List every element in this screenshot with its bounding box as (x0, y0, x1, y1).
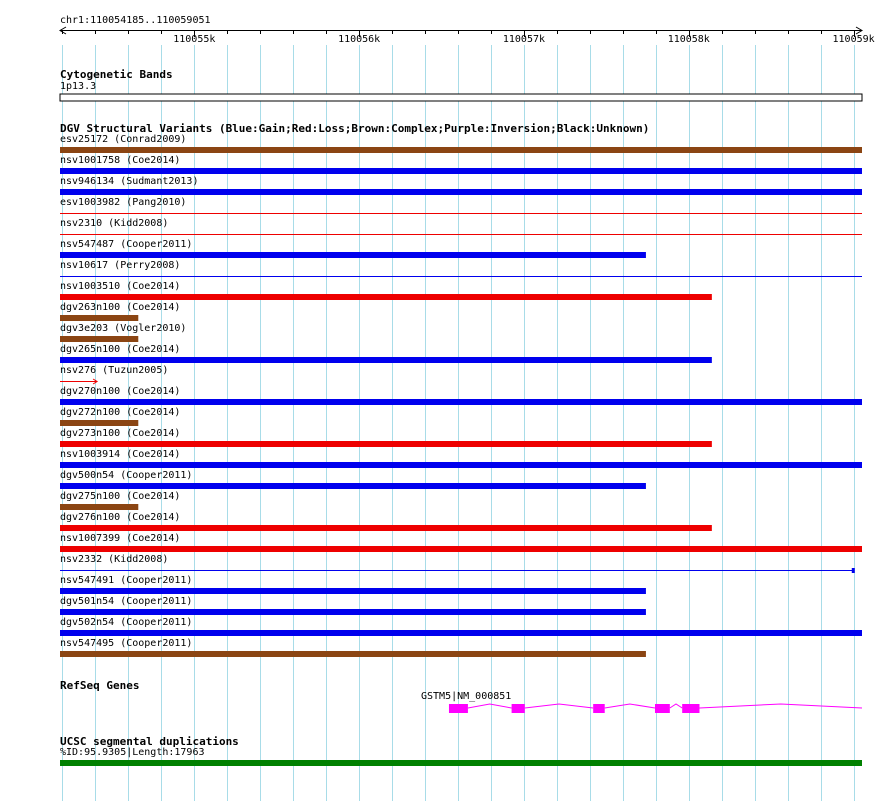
dgv-feature-label[interactable]: esv25172 (Conrad2009) (60, 134, 187, 145)
dgv-feature-bar[interactable] (60, 546, 862, 552)
ruler-tick-label: 110059k (832, 34, 875, 45)
gene-intron (525, 704, 593, 708)
gene-intron (605, 704, 655, 708)
dgv-feature-bar[interactable] (60, 252, 646, 258)
dgv-feature-label[interactable]: nsv276 (Tuzun2005) (60, 365, 169, 376)
dgv-feature-label[interactable]: nsv1003510 (Coe2014) (60, 281, 181, 292)
dgv-feature-bar[interactable] (60, 504, 138, 510)
dgv-feature-bar[interactable] (60, 588, 646, 594)
dgv-feature-label[interactable]: nsv946134 (Sudmant2013) (60, 176, 199, 187)
dgv-feature-bar[interactable] (60, 483, 646, 489)
gene-exon[interactable] (512, 704, 525, 713)
refseq-track (449, 704, 862, 713)
dgv-feature-label[interactable]: dgv273n100 (Coe2014) (60, 428, 181, 439)
dgv-feature-label[interactable]: nsv547487 (Cooper2011) (60, 239, 193, 250)
dgv-feature-bar[interactable] (60, 630, 862, 636)
gene-exon[interactable] (655, 704, 670, 713)
dgv-feature-bar[interactable] (60, 336, 138, 342)
dgv-feature-bar[interactable] (60, 189, 862, 195)
dgv-feature-label[interactable]: nsv2310 (Kidd2008) (60, 218, 169, 229)
dgv-feature-label[interactable]: nsv1003914 (Coe2014) (60, 449, 181, 460)
dgv-feature-bar[interactable] (60, 315, 138, 321)
dgv-feature-label[interactable]: nsv547495 (Cooper2011) (60, 638, 193, 649)
gene-exon[interactable] (682, 704, 699, 713)
dgv-feature-bar[interactable] (60, 357, 712, 363)
dgv-feature-label[interactable]: esv1003982 (Pang2010) (60, 197, 187, 208)
dgv-feature-label[interactable]: dgv270n100 (Coe2014) (60, 386, 181, 397)
dgv-feature-bar[interactable] (60, 168, 862, 174)
dgv-feature-bar[interactable] (60, 399, 862, 405)
cytoband-track (60, 94, 862, 101)
ruler-tick-label: 110055k (173, 34, 216, 45)
gene-exon[interactable] (593, 704, 605, 713)
dgv-feature-label[interactable]: dgv500n54 (Cooper2011) (60, 470, 193, 481)
range-label: chr1:110054185..110059051 (60, 15, 211, 26)
dgv-feature-bar[interactable] (60, 420, 138, 426)
dgv-feature-bar[interactable] (60, 294, 712, 300)
cytoband-1p13.3[interactable] (60, 94, 862, 101)
dgv-feature-label[interactable]: dgv501n54 (Cooper2011) (60, 596, 193, 607)
refseq-track-title: RefSeq Genes (60, 679, 140, 692)
dgv-feature-bar[interactable] (60, 462, 862, 468)
segdup-label[interactable]: %ID:95.9305|Length:17963 (60, 747, 205, 758)
dgv-feature-label[interactable]: nsv10617 (Perry2008) (60, 260, 181, 271)
ruler-tick-label: 110056k (338, 34, 381, 45)
gene-intron (670, 704, 682, 708)
gene-exon[interactable] (449, 704, 468, 713)
cytoband-track-title: Cytogenetic Bands (60, 68, 173, 81)
dgv-feature-label[interactable]: nsv2332 (Kidd2008) (60, 554, 169, 565)
dgv-feature-bar[interactable] (60, 147, 862, 153)
dgv-feature-bar[interactable] (60, 651, 646, 657)
gene-intron (468, 704, 512, 708)
dgv-feature-label[interactable]: dgv263n100 (Coe2014) (60, 302, 181, 313)
dgv-feature-label[interactable]: dgv3e203 (Vogler2010) (60, 323, 187, 334)
cytoband-label: 1p13.3 (60, 81, 97, 92)
segdup-track (60, 760, 862, 766)
dgv-track-title: DGV Structural Variants (Blue:Gain;Red:Loss;Brown:Complex;Purple:Inversion;Black:Unknown) (60, 122, 650, 135)
dgv-feature-label[interactable]: dgv272n100 (Coe2014) (60, 407, 181, 418)
dgv-feature-label[interactable]: dgv275n100 (Coe2014) (60, 491, 181, 502)
dgv-feature-endcap (852, 568, 855, 573)
dgv-feature-label[interactable]: nsv1001758 (Coe2014) (60, 155, 181, 166)
dgv-feature-bar[interactable] (60, 525, 712, 531)
dgv-feature-label[interactable]: dgv502n54 (Cooper2011) (60, 617, 193, 628)
ruler-tick-label: 110058k (667, 34, 710, 45)
segdup-track-title: UCSC segmental duplications (60, 735, 239, 748)
gene-tail (699, 704, 862, 708)
ruler-tick-label: 110057k (502, 34, 546, 45)
dgv-feature-label[interactable]: nsv547491 (Cooper2011) (60, 575, 193, 586)
dgv-feature-label[interactable]: nsv1007399 (Coe2014) (60, 533, 181, 544)
dgv-feature-label[interactable]: dgv276n100 (Coe2014) (60, 512, 181, 523)
gene-label[interactable]: GSTM5|NM_000851 (421, 691, 512, 702)
dgv-feature-label[interactable]: dgv265n100 (Coe2014) (60, 344, 181, 355)
dgv-feature-bar[interactable] (60, 441, 712, 447)
dgv-feature-bar[interactable] (60, 609, 646, 615)
grid-lines (63, 45, 855, 801)
segdup-bar[interactable] (60, 760, 862, 766)
